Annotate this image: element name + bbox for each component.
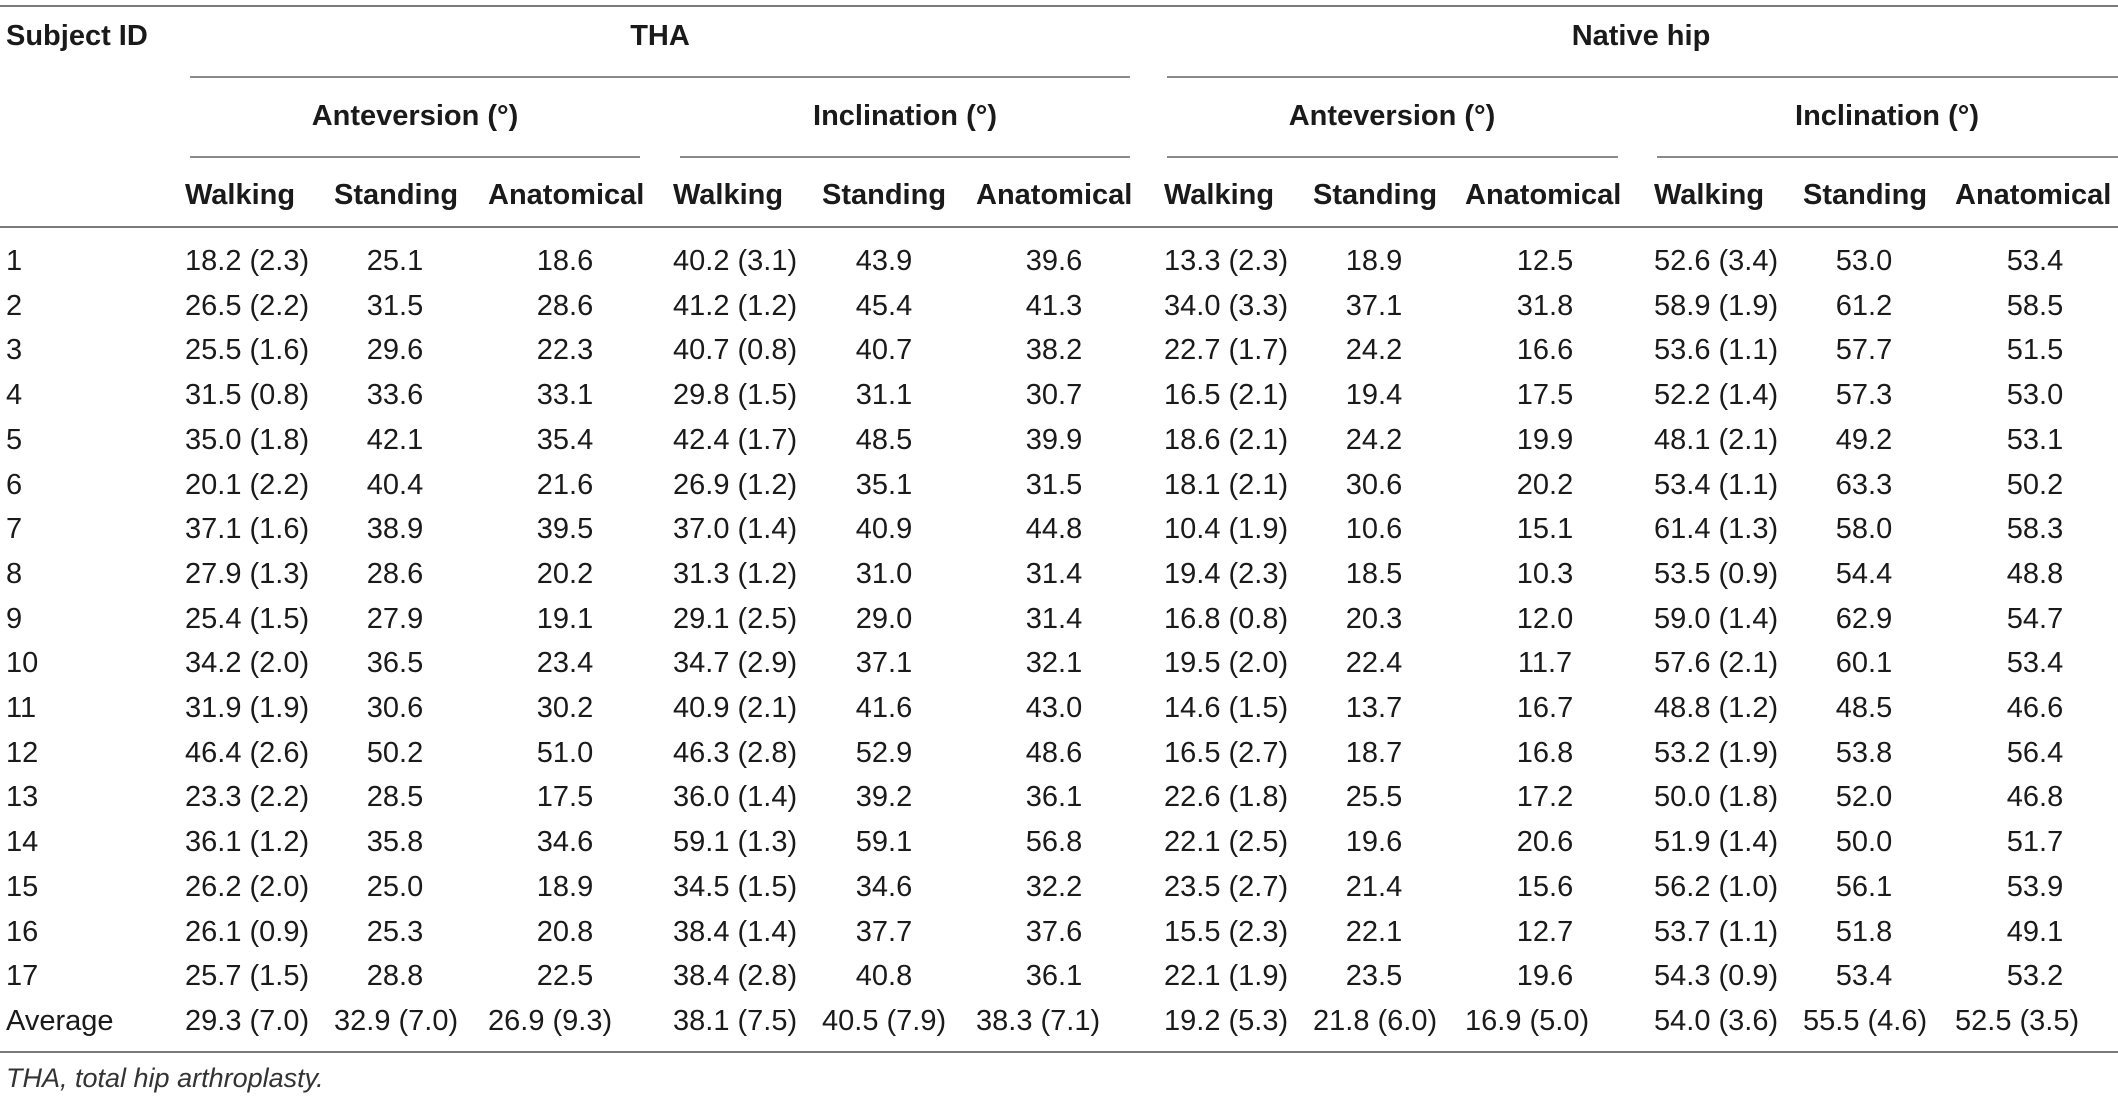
table-cell: 31.3 (1.2) [673, 557, 798, 590]
table-cell: 52.6 (3.4) [1654, 245, 1779, 277]
table-cell: 25.0 [366, 870, 424, 903]
table-cell: 51.0 [536, 736, 594, 769]
table-cell: 54.4 [1835, 557, 1893, 590]
table-cell: 63.3 [1835, 468, 1893, 501]
table-cell: 23.4 [536, 647, 594, 680]
table-cell: 26.5 (2.2) [185, 289, 310, 322]
table-cell: 18.2 (2.3) [185, 245, 310, 277]
table-cell: 10.4 (1.9) [1164, 513, 1289, 546]
table-cell: 48.5 [1835, 692, 1893, 724]
table-cell: 16.7 [1516, 692, 1574, 724]
top-rule [0, 5, 2118, 7]
table-cell: 18.6 (2.1) [1164, 423, 1289, 456]
table-cell: 51.9 (1.4) [1654, 826, 1779, 859]
table-cell: 58.9 (1.9) [1654, 289, 1779, 322]
condition-header: Anatomical [1465, 179, 1622, 211]
table-cell: 54.3 (0.9) [1654, 960, 1779, 993]
subject-id-cell: 2 [6, 289, 23, 322]
table-cell: 35.1 [855, 468, 913, 501]
table-cell: 24.2 [1345, 423, 1403, 456]
tha-group-rule [190, 76, 1130, 78]
table-cell: 52.9 [855, 736, 913, 769]
table-cell: 40.7 [855, 334, 913, 367]
subject-id-cell: 15 [6, 870, 39, 903]
table-cell: 40.7 (0.8) [673, 334, 798, 367]
table-cell: 26.9 (9.3) [488, 1004, 613, 1037]
measure-header-native-anteversion: Anteversion (°) [1288, 100, 1496, 132]
table-footnote: THA, total hip arthroplasty. [6, 1063, 324, 1093]
condition-header: Walking [1654, 179, 1765, 211]
table-cell: 10.6 [1345, 513, 1403, 546]
table-cell: 41.3 [1025, 289, 1083, 322]
subject-id-cell: 1 [6, 245, 23, 277]
table-cell: 30.2 [536, 692, 594, 724]
table-cell: 35.8 [366, 826, 424, 859]
table-cell: 29.1 (2.5) [673, 602, 798, 635]
native-anteversion-rule [1167, 156, 1618, 158]
table-cell: 27.9 [366, 602, 424, 635]
table-cell: 25.7 (1.5) [185, 960, 310, 993]
tha-inclination-rule [680, 156, 1130, 158]
table-cell: 44.8 [1025, 513, 1083, 546]
table-cell: 37.7 [855, 915, 913, 948]
table-cell: 23.5 (2.7) [1164, 870, 1289, 903]
table-cell: 25.1 [366, 245, 424, 277]
table-cell: 38.3 (7.1) [976, 1004, 1101, 1037]
table-cell: 54.0 (3.6) [1654, 1004, 1779, 1037]
table-cell: 18.9 [1345, 245, 1403, 277]
table-cell: 33.6 [366, 379, 424, 412]
table-cell: 58.5 [2006, 289, 2064, 322]
table-cell: 15.5 (2.3) [1164, 915, 1289, 948]
table-cell: 39.9 [1025, 423, 1083, 456]
table-cell: 31.5 [1025, 468, 1083, 501]
condition-header: Anatomical [1955, 179, 2112, 211]
table-cell: 17.2 [1516, 781, 1574, 814]
table-cell: 46.8 [2006, 781, 2064, 814]
subject-id-cell: 4 [6, 379, 23, 412]
subject-id-cell: 11 [6, 692, 37, 724]
table-cell: 40.4 [366, 468, 424, 501]
table-cell: 20.1 (2.2) [185, 468, 310, 501]
subject-id-cell: Average [6, 1004, 114, 1037]
table-cell: 13.7 [1345, 692, 1403, 724]
table-cell: 19.1 [536, 602, 594, 635]
table-cell: 22.6 (1.8) [1164, 781, 1289, 814]
table-cell: 59.1 (1.3) [673, 826, 798, 859]
table-cell: 23.5 [1345, 960, 1403, 993]
table-cell: 12.7 [1516, 915, 1574, 948]
table-cell: 22.1 (2.5) [1164, 826, 1289, 859]
table-cell: 45.4 [855, 289, 913, 322]
table-cell: 53.1 [2006, 423, 2064, 456]
table-cell: 42.1 [366, 423, 424, 456]
table-cell: 48.5 [855, 423, 913, 456]
table-cell: 52.0 [1835, 781, 1893, 814]
table-cell: 57.7 [1835, 334, 1893, 367]
native-inclination-rule [1657, 156, 2118, 158]
table-cell: 19.9 [1516, 423, 1574, 456]
table-cell: 21.6 [536, 468, 594, 501]
table-cell: 40.9 (2.1) [673, 692, 798, 724]
table-cell: 16.5 (2.7) [1164, 736, 1289, 769]
table-cell: 53.2 (1.9) [1654, 736, 1779, 769]
table-cell: 31.9 (1.9) [185, 692, 310, 724]
table-cell: 31.0 [855, 557, 913, 590]
table-cell: 36.1 [1025, 781, 1083, 814]
subject-id-cell: 12 [6, 736, 39, 769]
table-cell: 51.8 [1835, 915, 1893, 948]
table-cell: 32.1 [1025, 647, 1083, 680]
subject-id-cell: 6 [6, 468, 23, 501]
table-cell: 59.1 [855, 826, 913, 859]
table-cell: 38.9 [366, 513, 424, 546]
table-cell: 26.2 (2.0) [185, 870, 310, 903]
condition-header: Anatomical [976, 179, 1133, 211]
table-cell: 34.6 [855, 870, 913, 903]
table-cell: 18.7 [1345, 736, 1403, 769]
table-cell: 29.0 [855, 602, 913, 635]
table-cell: 40.8 [855, 960, 913, 993]
table-cell: 34.2 (2.0) [185, 647, 310, 680]
table-cell: 36.1 [1025, 960, 1083, 993]
table-cell: 39.5 [536, 513, 594, 546]
table-cell: 20.2 [536, 557, 594, 590]
table-cell: 14.6 (1.5) [1164, 692, 1289, 724]
table-cell: 17.5 [536, 781, 594, 814]
table-cell: 25.5 [1345, 781, 1403, 814]
table-cell: 51.7 [2006, 826, 2064, 859]
table-cell: 34.7 (2.9) [673, 647, 798, 680]
table-cell: 38.4 (1.4) [673, 915, 798, 948]
table-cell: 53.8 [1835, 736, 1893, 769]
table-cell: 59.0 (1.4) [1654, 602, 1779, 635]
table-cell: 54.7 [2006, 602, 2064, 635]
table-cell: 19.4 [1345, 379, 1403, 412]
condition-header: Standing [334, 179, 459, 211]
subject-id-cell: 13 [6, 781, 39, 814]
table-cell: 49.2 [1835, 423, 1893, 456]
table-cell: 60.1 [1835, 647, 1893, 680]
condition-header: Standing [822, 179, 947, 211]
table-cell: 56.2 (1.0) [1654, 870, 1779, 903]
table-cell: 39.2 [855, 781, 913, 814]
table-cell: 52.2 (1.4) [1654, 379, 1779, 412]
table-cell: 16.8 [1516, 736, 1574, 769]
tha-anteversion-rule [190, 156, 640, 158]
table-cell: 22.4 [1345, 647, 1403, 680]
table-cell: 50.2 [2006, 468, 2064, 501]
table-cell: 38.4 (2.8) [673, 960, 798, 993]
table-cell: 19.2 (5.3) [1164, 1004, 1289, 1037]
table-cell: 27.9 (1.3) [185, 557, 310, 590]
table-cell: 61.4 (1.3) [1654, 513, 1779, 546]
table-cell: 19.6 [1345, 826, 1403, 859]
table-cell: 19.4 (2.3) [1164, 557, 1289, 590]
table-cell: 31.5 [366, 289, 424, 322]
table-cell: 57.3 [1835, 379, 1893, 412]
table-cell: 21.4 [1345, 870, 1403, 903]
table-cell: 40.5 (7.9) [822, 1004, 947, 1037]
table-cell: 53.4 [2006, 647, 2064, 680]
subject-id-cell: 10 [6, 647, 39, 680]
table-cell: 53.0 [1835, 245, 1893, 277]
table-cell: 29.3 (7.0) [185, 1004, 310, 1037]
table-cell: 28.6 [366, 557, 424, 590]
table-cell: 34.5 (1.5) [673, 870, 798, 903]
table-cell: 37.1 [1345, 289, 1403, 322]
table-cell: 34.0 (3.3) [1164, 289, 1289, 322]
table-cell: 53.4 [2006, 245, 2064, 277]
native-group-rule [1167, 76, 2118, 78]
table-cell: 61.2 [1835, 289, 1893, 322]
table-cell: 53.6 (1.1) [1654, 334, 1779, 367]
table-cell: 18.5 [1345, 557, 1403, 590]
table-cell: 56.8 [1025, 826, 1083, 859]
table-cell: 26.1 (0.9) [185, 915, 310, 948]
table-cell: 22.1 [1345, 915, 1403, 948]
table-cell: 49.1 [2006, 915, 2064, 948]
table-cell: 19.5 (2.0) [1164, 647, 1289, 680]
group-header-tha: THA [630, 20, 690, 52]
table-cell: 35.0 (1.8) [185, 423, 310, 456]
condition-header: Anatomical [488, 179, 645, 211]
table-cell: 41.2 (1.2) [673, 289, 798, 322]
table-cell: 55.5 (4.6) [1803, 1004, 1928, 1037]
subject-id-cell: 3 [6, 334, 23, 367]
table-cell: 10.3 [1516, 557, 1574, 590]
condition-header: Walking [185, 179, 296, 211]
table-cell: 31.4 [1025, 602, 1083, 635]
condition-header: Standing [1313, 179, 1438, 211]
table-cell: 40.9 [855, 513, 913, 546]
subject-id-header: Subject ID [6, 20, 148, 52]
table-cell: 18.6 [536, 245, 594, 277]
table-cell: 16.9 (5.0) [1465, 1004, 1590, 1037]
table-cell: 23.3 (2.2) [185, 781, 310, 814]
table-cell: 12.0 [1516, 602, 1574, 635]
table-cell: 37.6 [1025, 915, 1083, 948]
table-cell: 21.8 (6.0) [1313, 1004, 1438, 1037]
subject-id-cell: 14 [6, 826, 39, 859]
table-cell: 48.1 (2.1) [1654, 423, 1779, 456]
table-cell: 31.8 [1516, 289, 1574, 322]
condition-header: Walking [673, 179, 784, 211]
table-cell: 39.6 [1025, 245, 1083, 277]
table-cell: 11.7 [1517, 647, 1573, 680]
condition-header: Walking [1164, 179, 1275, 211]
table-cell: 19.6 [1516, 960, 1574, 993]
table-cell: 22.1 (1.9) [1164, 960, 1289, 993]
table-cell: 20.3 [1345, 602, 1403, 635]
group-header-native-hip: Native hip [1571, 20, 1711, 52]
table-cell: 16.8 (0.8) [1164, 602, 1289, 635]
subject-id-cell: 17 [6, 960, 39, 993]
table-cell: 33.1 [536, 379, 594, 412]
table-cell: 16.5 (2.1) [1164, 379, 1289, 412]
table-cell: 31.1 [855, 379, 913, 412]
condition-header: Standing [1803, 179, 1928, 211]
table-cell: 58.0 [1835, 513, 1893, 546]
table-cell: 18.1 (2.1) [1164, 468, 1289, 501]
table-cell: 29.8 (1.5) [673, 379, 798, 412]
table-cell: 31.5 (0.8) [185, 379, 310, 412]
table-cell: 37.1 (1.6) [185, 513, 310, 546]
table-cell: 52.5 (3.5) [1955, 1004, 2080, 1037]
table-cell: 28.6 [536, 289, 594, 322]
table-cell: 17.5 [1516, 379, 1574, 412]
table-cell: 26.9 (1.2) [673, 468, 798, 501]
table-cell: 28.8 [366, 960, 424, 993]
table-cell: 53.7 (1.1) [1654, 915, 1779, 948]
subject-id-cell: 9 [6, 602, 23, 635]
table-cell: 43.0 [1025, 692, 1083, 724]
subject-id-cell: 7 [6, 513, 23, 546]
table-cell: 53.0 [2006, 379, 2064, 412]
table-cell: 40.2 (3.1) [673, 245, 798, 277]
table-cell: 53.5 (0.9) [1654, 557, 1779, 590]
table-cell: 30.7 [1025, 379, 1083, 412]
table-cell: 38.2 [1025, 334, 1083, 367]
table-cell: 50.0 [1835, 826, 1893, 859]
measure-header-native-inclination: Inclination (°) [1795, 100, 1979, 132]
table-cell: 46.4 (2.6) [185, 736, 310, 769]
table-cell: 29.6 [366, 334, 424, 367]
table-cell: 34.6 [536, 826, 594, 859]
table-cell: 12.5 [1516, 245, 1574, 277]
table-cell: 38.1 (7.5) [673, 1004, 798, 1037]
table-cell: 50.0 (1.8) [1654, 781, 1779, 814]
table-cell: 53.4 [1835, 960, 1893, 993]
table-cell: 25.5 (1.6) [185, 334, 310, 367]
table-cell: 56.4 [2006, 736, 2064, 769]
table-cell: 36.0 (1.4) [673, 781, 798, 814]
table-cell: 20.2 [1516, 468, 1574, 501]
table-cell: 25.4 (1.5) [185, 602, 310, 635]
table-cell: 32.9 (7.0) [334, 1004, 459, 1037]
measure-header-tha-anteversion: Anteversion (°) [311, 100, 519, 132]
table-cell: 15.1 [1516, 513, 1574, 546]
table-cell: 20.6 [1516, 826, 1574, 859]
header-bottom-rule [0, 226, 2118, 228]
table-cell: 43.9 [855, 245, 913, 277]
table-cell: 13.3 (2.3) [1164, 245, 1289, 277]
table-cell: 30.6 [1345, 468, 1403, 501]
subject-id-cell: 16 [6, 915, 39, 948]
table-bottom-rule [0, 1051, 2118, 1053]
table-cell: 46.3 (2.8) [673, 736, 798, 769]
table-cell: 37.0 (1.4) [673, 513, 798, 546]
table-cell: 48.8 (1.2) [1654, 692, 1779, 724]
table-cell: 53.2 [2006, 960, 2064, 993]
table-cell: 53.9 [2006, 870, 2064, 903]
table-cell: 37.1 [855, 647, 913, 680]
subject-id-cell: 5 [6, 423, 23, 456]
table-cell: 20.8 [536, 915, 594, 948]
table-cell: 15.6 [1516, 870, 1574, 903]
table-cell: 41.6 [855, 692, 913, 724]
table-cell: 35.4 [536, 423, 594, 456]
table-cell: 46.6 [2006, 692, 2064, 724]
table-cell: 22.7 (1.7) [1164, 334, 1289, 367]
table-cell: 25.3 [366, 915, 424, 948]
table-cell: 22.3 [536, 334, 594, 367]
table-cell: 50.2 [366, 736, 424, 769]
table-cell: 58.3 [2006, 513, 2064, 546]
table-cell: 42.4 (1.7) [673, 423, 798, 456]
table-cell: 32.2 [1025, 870, 1083, 903]
table-cell: 31.4 [1025, 557, 1083, 590]
table-cell: 62.9 [1835, 602, 1893, 635]
table-cell: 48.6 [1025, 736, 1083, 769]
table-cell: 57.6 (2.1) [1654, 647, 1779, 680]
subject-id-cell: 8 [6, 557, 23, 590]
table-cell: 36.5 [366, 647, 424, 680]
table-cell: 18.9 [536, 870, 594, 903]
table-cell: 30.6 [366, 692, 424, 724]
table-cell: 28.5 [366, 781, 424, 814]
table-cell: 48.8 [2006, 557, 2064, 590]
table-cell: 36.1 (1.2) [185, 826, 310, 859]
table-cell: 53.4 (1.1) [1654, 468, 1779, 501]
table-cell: 22.5 [536, 960, 594, 993]
table-cell: 56.1 [1835, 870, 1893, 903]
table-cell: 16.6 [1516, 334, 1574, 367]
table-cell: 51.5 [2006, 334, 2064, 367]
table-cell: 24.2 [1345, 334, 1403, 367]
measure-header-tha-inclination: Inclination (°) [813, 100, 997, 132]
